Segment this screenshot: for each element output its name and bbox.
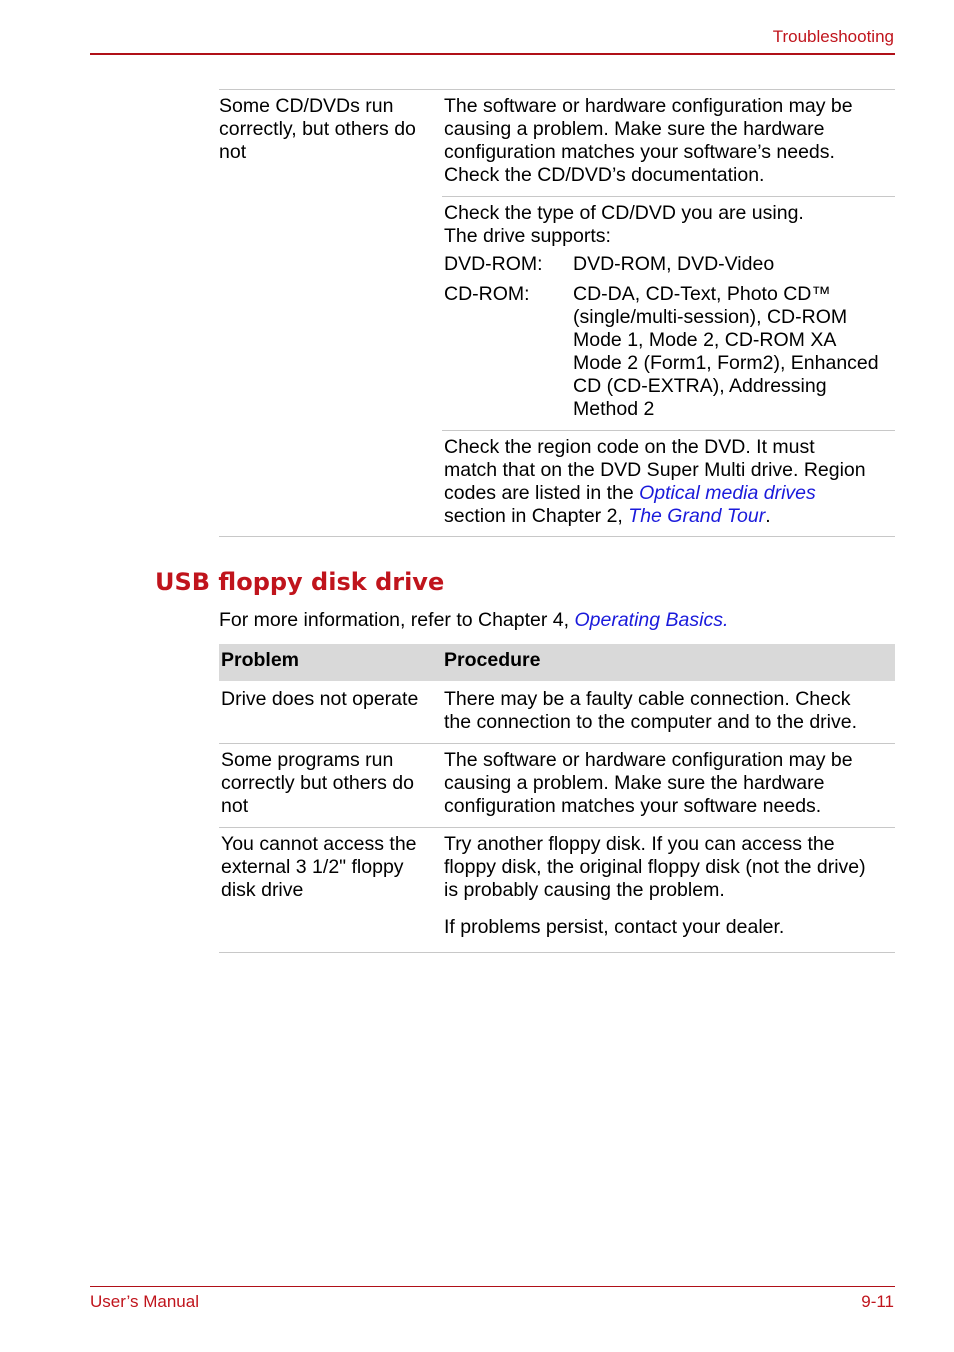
table-end-rule	[219, 952, 895, 953]
cd-rom-label: CD-ROM:	[444, 283, 530, 305]
table-row-2-procedure: The software or hardware configuration may be causing a problem. Make sure the hardware configuration matches your software needs.	[444, 749, 853, 817]
table-row-3-problem: You cannot access the external 3 1/2" floppy disk drive	[221, 833, 417, 901]
section-intro: For more information, refer to Chapter 4, Operating Basics.	[219, 609, 729, 631]
table-row-3-procedure-note: If problems persist, contact your dealer.	[444, 916, 785, 938]
table-top-rule	[219, 89, 895, 90]
table-bottom-rule	[219, 536, 895, 537]
column-header-problem: Problem	[221, 649, 300, 671]
footer-manual-title: User’s Manual	[90, 1292, 199, 1311]
row-divider-2	[219, 827, 895, 828]
dvd-rom-value: DVD-ROM, DVD-Video	[573, 253, 775, 275]
table-row-1-procedure: There may be a faulty cable connection. Check the connection to the computer and to the drive.	[444, 688, 858, 733]
inner-rule-2	[442, 430, 895, 431]
table-row-2-problem: Some programs run correctly but others do not	[221, 749, 414, 817]
cd-problem-cell: Some CD/DVDs run correctly, but others do not	[219, 95, 416, 163]
cd-procedure-para-2: Check the type of CD/DVD you are using. The drive supports:	[444, 202, 804, 247]
table-row-3-procedure: Try another floppy disk. If you can access the floppy disk, the original floppy disk (not the drive) is probably causing the problem.	[444, 833, 866, 901]
header-rule	[90, 53, 895, 55]
row-divider-1	[219, 743, 895, 744]
column-header-procedure: Procedure	[444, 649, 541, 671]
running-header: Troubleshooting	[772, 27, 894, 46]
page-number: 9-11	[861, 1292, 894, 1311]
optical-media-drives-link[interactable]: Optical media drives	[639, 482, 816, 504]
table-row-1-problem: Drive does not operate	[221, 688, 419, 710]
inner-rule-1	[442, 196, 895, 197]
section-title: USB floppy disk drive	[155, 568, 445, 596]
footer-rule	[90, 1286, 895, 1287]
cd-procedure-para-3: Check the region code on the DVD. It must match that on the DVD Super Multi drive. Region codes are listed in the Optical media drives section in Chapter 2, The Grand Tour.	[444, 436, 866, 527]
cd-rom-value: CD-DA, CD-Text, Photo CD™ (single/multi-session), CD-ROM Mode 1, Mode 2, CD-ROM XA Mode 2 (Form1, Form2), Enhanced CD (CD-EXTRA), Addressing Method 2	[573, 283, 879, 420]
dvd-rom-label: DVD-ROM:	[444, 253, 543, 275]
operating-basics-link[interactable]: Operating Basics	[574, 609, 723, 631]
cd-procedure-para-1: The software or hardware configuration may be causing a problem. Make sure the hardware configuration matches your software’s needs. Check the CD/DVD’s documentation.	[444, 95, 853, 186]
table-header	[219, 644, 895, 681]
grand-tour-link[interactable]: The Grand Tour	[628, 505, 766, 527]
